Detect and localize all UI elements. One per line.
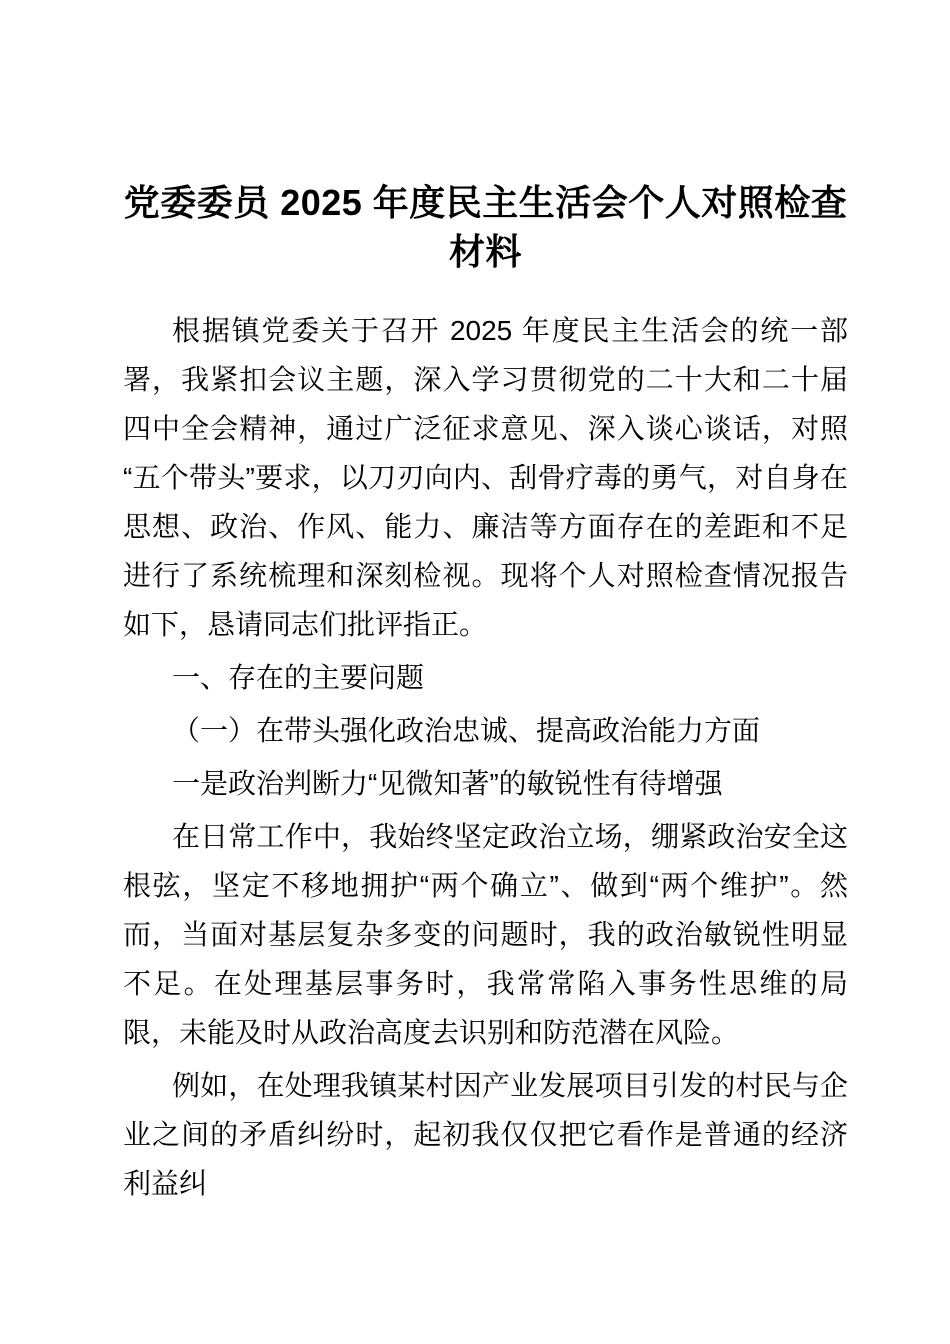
- document-content: [0, 178, 950, 1208]
- document-title: 党委委员 2025 年度民主生活会个人对照检查材料: [123, 182, 848, 272]
- section-heading-level3: 一是政治判断力“见微知著”的敏锐性有待增强: [172, 768, 723, 799]
- section-heading-level1: 一、存在的主要问题: [172, 662, 425, 693]
- body-paragraph: 在日常工作中，我始终坚定政治立场，绷紧政治安全这根弦，坚定不移地拥护“两个确立”、做到“两个维护”。然而，当面对基层复杂多变的问题时，我的政治敏锐性明显不足。在处理基层事务时，我常常陷入事务性思维的局限，未能及时从政治高度去识别和防范潜在风险。: [123, 821, 848, 1048]
- section-heading-level2: （一）在带头强化政治忠诚、提高政治能力方面: [172, 715, 761, 746]
- body-paragraph-truncated: 例如，在处理我镇某村因产业发展项目引发的村民与企业之间的矛盾纠纷时，起初我仅仅把它看作是普通的经济利益纠: [123, 1070, 848, 1199]
- intro-paragraph: 根据镇党委关于召开 2025 年度民主生活会的统一部署，我紧扣会议主题，深入学习贯彻党的二十大和二十届四中全会精神，通过广泛征求意见、深入谈心谈话，对照“五个带头”要求，以刀刃向内、刮骨疗毒的勇气，对自身在思想、政治、作风、能力、廉洁等方面存在的差距和不足进行了系统梳理和深刻检视。现将个人对照检查情况报告如下，恳请同志们批评指正。: [123, 315, 848, 640]
